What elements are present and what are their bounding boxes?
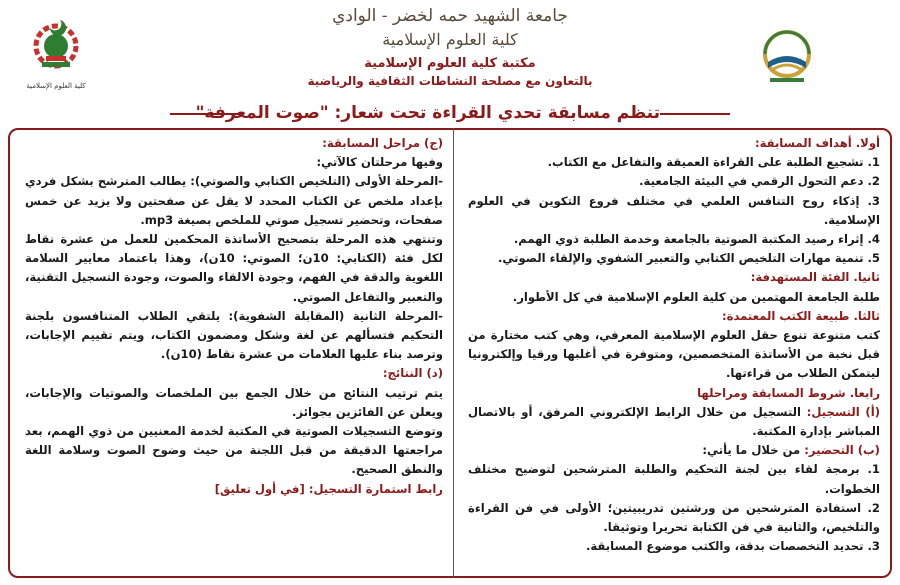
results-title: (د) النتائج:: [382, 366, 443, 381]
faculty-logo-caption: كلية العلوم الإسلامية: [26, 82, 86, 90]
right-column: [468, 134, 880, 556]
stage-one-evaluation: وتنتهي هذه المرحلة بتصحيح الأساتذة المحكمين للعمل من عشرة نقاط لكل فئة (الكتابي: 10ن؛ الصوتي: 10ن)، وهذا باعتماد معايير السلامة اللغوية والدقة في الفهم، وجودة الالقاء والصوت، وجودة التسجيل التقنية، والتعبير والتفاعل الصوتي.: [25, 232, 443, 304]
faculty-logo-icon: [20, 16, 92, 90]
registration-link[interactable]: رابط استمارة التسجيل: [في أول تعليق]: [214, 481, 443, 496]
left-column: [25, 134, 443, 499]
goal-item: 1. تشجيع الطلبة على القراءة العميقة والتفاعل مع الكتاب.: [547, 155, 880, 170]
target-text: طلبة الجامعة المهتمين من كلية العلوم الإسلامية في كل الأطوار.: [512, 289, 880, 304]
books-title: ثالثا. طبيعة الكتب المعتمدة:: [721, 308, 880, 323]
registration-paragraph: [468, 403, 880, 441]
cooperation-line: بالتعاون مع مصلحة النشاطات الثقافية والرياضية: [307, 74, 593, 88]
goal-item: 3. إذكاء روح التنافس العلمي في مختلف فروع التكوين في العلوم الإسلامية.: [468, 193, 880, 227]
stages-title: (ج) مراحل المسابقة:: [322, 136, 443, 150]
goal-item: 4. إثراء رصيد المكتبة الصوتية بالجامعة وخدمة الطلبة ذوي الهمم.: [513, 232, 880, 247]
registration-text: التسجيل من خلال الرابط الإلكتروني المرفق، أو بالاتصال المباشر بإدارة المكتبة.: [468, 404, 880, 439]
results-text: يتم ترتيب النتائج من خلال الجمع بين الملخصات والصوتيات والإجابات، ويعلن عن الفائزين بجوائز.: [25, 385, 443, 419]
books-text: كتب متنوعة تنوع حقل العلوم الإسلامية المعرفي، وهي كتب مختارة من قبل نخبة من الأساتذة المتخصصين، ومتوفرة في أغلبها ورقيا وإلكترونيا ليتمكن الطلاب من قراءتها.: [468, 328, 880, 381]
stage-two: -المرحلة الثانية (المقابلة الشفوية): يلتقي الطلاب المتنافسون بلجنة التحكيم فتسألهم عن لغة وشكل ومضمون الكتاب، ويتم تقييم الإجابات، وترصد بناء عليها العلامات من عشرة نقاط (10ن).: [25, 308, 443, 362]
registration-label: (أ) التسجيل:: [806, 404, 880, 419]
banner-line-right: [658, 113, 730, 115]
library-logo-icon: [752, 28, 822, 88]
target-title: ثانيا. الفئة المستهدفة:: [750, 270, 880, 285]
goal-item: 5. تنمية مهارات التلخيص الكتابي والتعبير الشفوي والإلقاء الصوتي.: [498, 251, 880, 266]
university-name: جامعة الشهيد حمه لخضر - الوادي: [332, 6, 568, 26]
faculty-name: كلية العلوم الإسلامية: [382, 30, 518, 49]
header: [0, 0, 900, 98]
column-divider: [453, 128, 454, 578]
banner-title: تنظم مسابقة تحدي القراءة تحت شعار:: [328, 103, 660, 123]
stages-intro: وفيها مرحلتان كالآتي:: [316, 155, 443, 170]
stage-one: -المرحلة الأولى (التلخيص الكتابي والصوتي): يطالب المترشح بشكل فردي بإعداد ملخص عن الكتاب المحدد لا يقل عن صفحتين ولا يزيد عن خمس صفحات، وتحضير تسجيل صوتي للملخص بصيغة mp3.: [25, 174, 443, 227]
recordings-text: وتوضع التسجيلات الصوتية في المكتبة لخدمة المعنيين من ذوي الهمم، بعد مراجعتها الدقيقة من قبل اللجنة من حيث وضوح الصوت وسلامة اللغة والنطق الصحيح.: [25, 424, 443, 477]
banner-text: [196, 103, 660, 123]
library-name: مكتبة كلية العلوم الإسلامية: [364, 56, 536, 71]
conditions-title: رابعا. شروط المسابقة ومراحلها: [697, 385, 880, 400]
title-banner: [195, 98, 660, 128]
goal-item: 2. دعم التحول الرقمي في البيئة الجامعية.: [639, 174, 880, 189]
banner-slogan: "صوت المعرفة": [195, 103, 329, 123]
preparation-paragraph: [468, 441, 880, 460]
prep-item: 3. تحديد التخصصات بدقة، والكتب موضوع المسابقة.: [585, 539, 880, 554]
preparation-text: من خلال ما يأتي:: [702, 443, 805, 458]
goals-title: أولا. أهداف المسابقة:: [754, 136, 880, 150]
preparation-label: (ب) التحضير:: [804, 443, 880, 458]
prep-item: 1. برمجة لقاء بين لجنة التحكيم والطلبة المترشحين لتوضيح مختلف الخطوات.: [468, 462, 880, 496]
prep-item: 2. استفادة المترشحين من ورشتين تدريبيتين؛ الأولى في فن القراءة والتلخيص، والثانية في فن الكتابة تحريرا وتوثيقا.: [468, 500, 880, 535]
